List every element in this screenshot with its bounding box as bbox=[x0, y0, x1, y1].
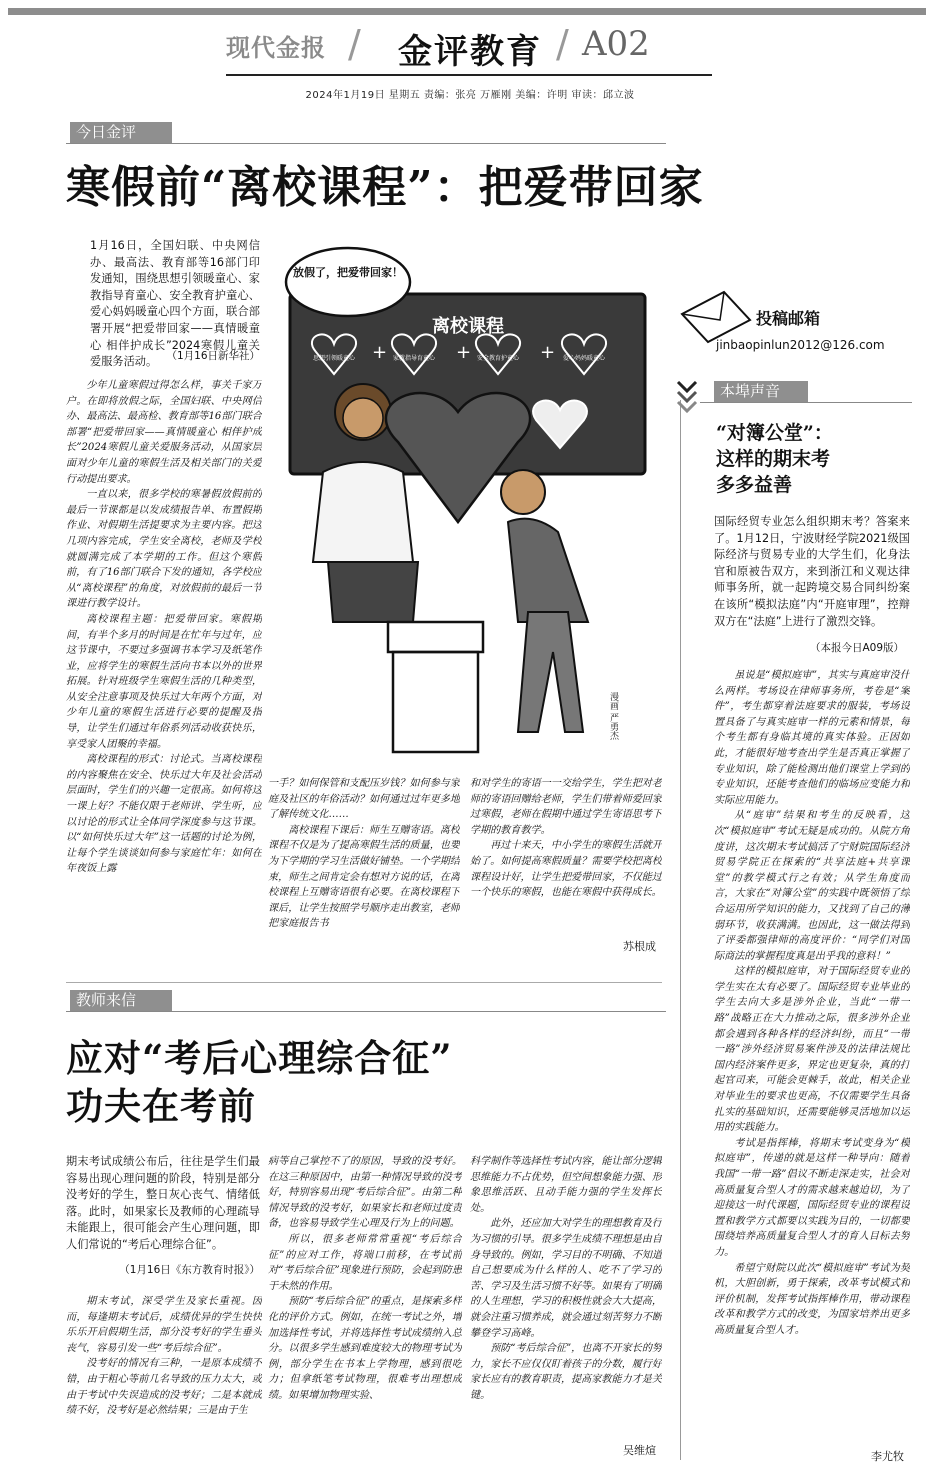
section-name: 金评教育 bbox=[398, 32, 542, 72]
paragraph: 所以，很多老师常常重视“考后综合征”的应对工作，将端口前移，在考试前对“考后综合征”现象进行预防，会起到防患于未然的作用。 bbox=[268, 1233, 462, 1292]
top-rule bbox=[8, 8, 926, 15]
mailbox-email[interactable]: jinbaopinlun2012@126.com bbox=[716, 338, 885, 352]
article1-author: 苏根成 bbox=[623, 940, 656, 953]
article2-col3 bbox=[470, 1154, 662, 1442]
svg-text:+: + bbox=[540, 342, 556, 363]
svg-text:+: + bbox=[456, 342, 472, 363]
article2-lead-source: （1月16日《东方教育时报》） bbox=[119, 1264, 260, 1276]
paragraph: 没考好的情况有三种，一是原本成绩不错，由于粗心等前几名导致的压力太大，或由于考试中失误造成的没考好；二是本就成绩不好，没考好是必然结果；三是由于生 bbox=[66, 1358, 262, 1417]
paragraph: 离校课程的形式：讨论式。当离校课程的内容聚焦在安全、快乐过大年及社会活动层面时，学生们的兴趣一定很高。如何将这一课上好？不能仅限于老师讲、学生听，应以讨论的形式让全体同学深度参与这节课。以“如何快乐过大年”这一话题的讨论为例，让每个学生谈谈如何参与家庭忙年：如何在年夜饭上露 bbox=[66, 754, 262, 875]
paragraph: 从“庭审”结果和考生的反映看，这次“模拟庭审”考试无疑是成功的。从院方角度讲，这次期末考试搞活了宁财院国际经济贸易学院正在探索的“共享法庭+共享课堂”的教学模式行之有效；从学生角度而言，大家在“对簿公堂”的实践中既领悟了综合运用所学知识的能力，又找到了自己的薄弱环节，收获满满。也因此，这一做法得到了评委都强律师的高度评价：“同学们对国际商法的掌握程度真是出乎我的意料！” bbox=[714, 810, 910, 962]
tag-today-comment: 今日金评 bbox=[66, 122, 172, 143]
masthead bbox=[226, 22, 706, 76]
tag-rule bbox=[700, 402, 912, 403]
paragraph: 离校课程主题：把爱带回家。寒假期间，有半个多月的时间是在忙年与过年，应这节课中，不要过多强调书本学习及纸笔作业，应将学生的寒假生活向书本以外的世界拓展。针对班级学生寒假生活的几种类型，从安全注意事项及快乐过大年两个方面，对少年儿童的寒假生活进行必要的提醒及指导，让学生们通过年俗系列活动收获快乐，享受家人团聚的幸福。 bbox=[66, 613, 262, 750]
column-rule bbox=[680, 400, 681, 1460]
article2-title-line1: 应对“考后心理综合征” bbox=[66, 1036, 453, 1080]
paragraph: 再过十来天，中小学生的寒假生活就开始了。如何提高寒假质量？需要学校把离校课程设计好，让学生把爱带回家，不仅能过一个快乐的寒假，也能在寒假中获得成长。 bbox=[470, 840, 662, 899]
board-title: 离校课程 bbox=[432, 316, 504, 337]
paragraph: 科学制作等选择性考试内容，能让部分逻辑思维能力不占优势，但空间想象能力强、形象思维活跃、且动手能力强的学生发挥长处。 bbox=[470, 1156, 662, 1214]
sidebar-title-line2: 这样的期末考 bbox=[716, 448, 831, 470]
paragraph: 考试是指挥棒，将期末考试变身为“模拟庭审”，传递的就是这样一种导向：随着我国“一带一路”倡议不断走深走实，社会对高质量复合型人才的需求越来越迫切，为了迎接这一时代课题，国际经贸专业的课程设置和教学方式都要以实践为目的，一切都要围绕培养高质量复合型人才的育人目标去努力。 bbox=[714, 1137, 910, 1258]
sidebar-title-line3: 多多益善 bbox=[716, 474, 793, 496]
heart-label: 爱心妈妈暖童心 bbox=[562, 355, 606, 362]
paragraph: 希望宁财院以此次“模拟庭审”考试为契机，大胆创新，勇于探索，改革考试模式和评价机制，发挥考试指挥棒作用，带动课程改革和教学方式的改变，为国家培养出更多高质量复合型人才。 bbox=[714, 1262, 910, 1336]
tag-local-voice: 本埠声音 bbox=[710, 381, 808, 402]
cartoon-credit: 漫画 严勇杰 bbox=[608, 692, 618, 740]
sidebar-lead: 国际经贸专业怎么组织期末考？答案来了。1月12日，宁波财经学院2021级国际经济与贸易专业的大学生们，化身法官和原被告双方，来到浙江和义观达律师事务所，就一起跨境交易合同纠纷案在该所“模拟法庭”内“开庭审理”，控辩双方在“法庭”上进行了激烈交锋。 bbox=[714, 515, 910, 628]
heart-label: 思想引领暖童心 bbox=[312, 355, 356, 362]
sidebar-author: 李尤牧 bbox=[871, 1450, 904, 1463]
article1-col2 bbox=[268, 776, 460, 966]
sidebar-title-line1: “对簿公堂”： bbox=[716, 422, 833, 444]
heart-label: 安全教育护童心 bbox=[476, 355, 520, 362]
svg-text:+: + bbox=[372, 342, 388, 363]
paragraph: 和对学生的寄语一一交给学生，学生把对老师的寄语回赠给老师，学生们带着师爱回家过寒假，老师在假期中通过学生寄语思考下学期的教育教学。 bbox=[470, 778, 662, 836]
masthead-slash: / bbox=[348, 22, 361, 66]
envelope-icon bbox=[676, 286, 756, 346]
paragraph: 预防“考后综合征”，也离不开家长的努力，家长不应仅仅盯着孩子的分数，履行好家长应有的教育职责，提高家教能力才是关键。 bbox=[470, 1343, 662, 1401]
article2-col1 bbox=[66, 1294, 262, 1459]
article1-col1 bbox=[66, 378, 262, 958]
masthead-rule bbox=[226, 74, 712, 76]
heart-label: 家教指导育童心 bbox=[392, 355, 436, 362]
paragraph: 病等自己掌控不了的原因，导致的没考好。在这三种原因中，由第一种情况导致的没考好，特别容易出现“考后综合征”。由第二种情况导致的没考好，如果家长和老师过度责备，也容易导致学生心理及行为上的问题。 bbox=[268, 1156, 462, 1230]
paragraph: 离校课程下课后：师生互赠寄语。离校课程不仅是为了提高寒假生活的质量，也要为下学期的学习生活做好铺垫。一个学期结束，师生之间肯定会有想对方说的话，在离校课程上互赠寄语很有必要。在离校课程下课后，让学生按照学号顺序走出教室，老师把家庭报告书 bbox=[268, 824, 460, 930]
paragraph: 这样的模拟庭审，对于国际经贸专业的学生实在太有必要了。国际经贸专业毕业的学生去向大多是涉外企业，当此“一带一路”战略正在大力推动之际，很多涉外企业都会遇到各种各样的经济纠纷，而且“一带一路”涉外经济贸易案件涉及的法律法规比国内经济案件更多，界定也更复杂，真的打起官司来，可能会更棘手，故此，相关企业对毕业生的要求也更高，不仅需要学生具备扎实的基础知识，还需要能够灵活地加以运用的实践能力。 bbox=[714, 966, 910, 1134]
speech-text: 放假了，把爱带回家！ bbox=[293, 266, 403, 279]
section-divider bbox=[66, 982, 662, 983]
page-number: A02 bbox=[582, 24, 650, 64]
chevron-down-icon bbox=[676, 380, 698, 416]
article2-author: 吴维煊 bbox=[623, 1444, 656, 1457]
article2-lead: 期末考试成绩公布后，往往是学生们最容易出现心理问题的阶段，特别是部分没考好的学生，整日灰心丧气、情绪低落。此时，如果家长及教师的心理疏导未能跟上，很可能会产生心理问题，即人们常说的“考后心理综合征”。 bbox=[66, 1155, 260, 1251]
paragraph: 少年儿童寒假过得怎么样，事关千家万户。在即将放假之际，全国妇联、中央网信办、最高法、最高检、教育部等16部门联合部署“把爱带回家——真情暖童心 相伴护成长”2024寒假儿童关爱服务活动，从国家层面对少年儿童的寒假生活及相关部门的关爱行动提出要求。 bbox=[66, 380, 262, 485]
paper-name: 现代金报 bbox=[226, 33, 326, 62]
article1-lead-source: （1月16日新华社） bbox=[166, 350, 260, 362]
article2-col2 bbox=[268, 1154, 462, 1460]
paragraph: 预防“考后综合征”的重点，是探索多样化的评价方式。例如，在统一考试之外，增加选择性考试，并将选择性考试成绩纳入总分。以很多学生感到难度较大的物理考试为例，部分学生在书本上学物理，感到很吃力；但拿纸笔考试物理，很难考出理想成绩。如果增加物理实验、 bbox=[268, 1296, 462, 1401]
article1-lead: 1月16日，全国妇联、中央网信办、最高法、教育部等16部门印发通知，围绕思想引领暖童心、家教指导育童心、安全教育护童心、爱心妈妈暖童心四个方面，联合部署开展“把爱带回家——真情暖童心 相伴护成长”2024寒假儿童关爱服务活动。 bbox=[90, 239, 260, 369]
paragraph: 期末考试，深受学生及家长重视。因而，每逢期末考试后，成绩优异的学生快快乐乐开启假期生活，部分没考好的学生垂头丧气，容易引发一些“考后综合征”。 bbox=[66, 1296, 262, 1354]
paragraph: 虽说是“模拟庭审”，其实与真庭审没什么两样。考场设在律师事务所，考卷是“案件”，考生都穿着法庭要求的服装，考场设置具备了与真实庭审一样的元素和情景，每个考生都有身临其境的真实体验。正因如此，才能很好地考查出学生是否真正掌握了专业知识，除了能检测出他们课堂上学到的专业知识，还能考查他们的临场应变能力和实际应用能力。 bbox=[714, 670, 910, 806]
tag-teacher-letter: 教师来信 bbox=[66, 990, 172, 1011]
sidebar-body bbox=[714, 668, 910, 1448]
paragraph: 一手？如何保管和支配压岁钱？如何参与家庭及社区的年俗活动？如何通过过年更多地了解传统文化…… bbox=[268, 778, 460, 821]
article2-title-line2: 功夫在考前 bbox=[66, 1084, 256, 1128]
cartoon-illustration bbox=[268, 242, 663, 762]
masthead-slash: / bbox=[556, 22, 569, 66]
mailbox-label: 投稿邮箱 bbox=[756, 309, 821, 328]
sidebar-lead-source: （本报今日A09版） bbox=[809, 642, 904, 654]
article1-title: 寒假前“离校课程”：把爱带回家 bbox=[66, 162, 704, 213]
paragraph: 一直以来，很多学校的寒暑假放假前的最后一节课都是以发成绩报告单、布置假期作业、对假期生活提要求为主要内容。把这几项内容完成，学生安全离校，老师及学校就圆满完成了本学期的工作。但这个寒假前，有了16部门联合下发的通知，各学校应从“离校课程”的角度，对放假前的最后一节课进行教学设计。 bbox=[66, 489, 262, 610]
paragraph: 此外，还应加大对学生的理想教育及行为习惯的引导。很多学生成绩不理想是由自身导致的。例如，学习目的不明确、不知道自己想要成为什么样的人、吃不了学习的苦、学习及生活习惯不好等。如果有了明确的人生理想，学习的积极性就会大大提高，就会注重习惯养成，就会通过刻苦努力不断攀登学习高峰。 bbox=[470, 1218, 662, 1339]
tag-rule bbox=[66, 1011, 666, 1012]
article1-col3 bbox=[470, 776, 662, 956]
tag-rule bbox=[66, 143, 666, 144]
dateline: 2024年1月19日 星期五 责编：张亮 万雁刚 美编：许明 审读：邱立波 bbox=[305, 90, 635, 101]
